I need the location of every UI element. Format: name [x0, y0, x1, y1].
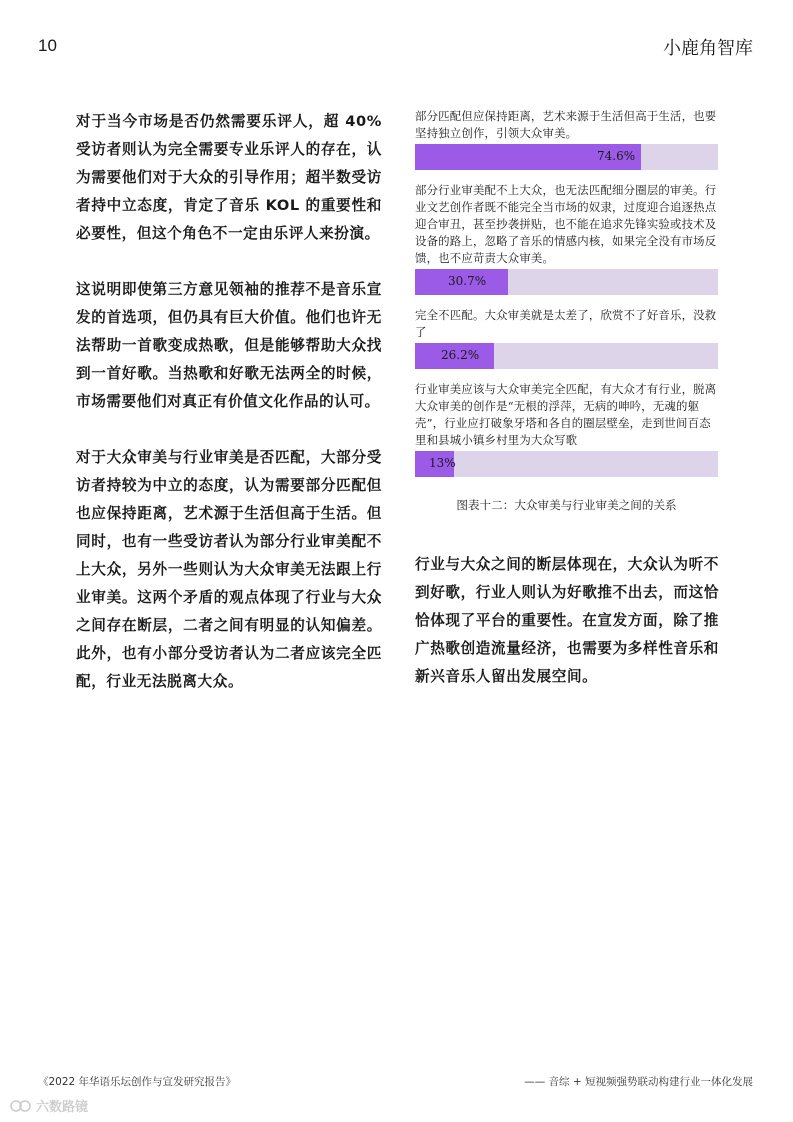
page-number: 10: [38, 36, 57, 55]
footer-report-title: 《2022 年华语乐坛创作与宣发研究报告》: [38, 1076, 237, 1088]
bar-chart: [415, 108, 718, 477]
bar-track: [415, 269, 718, 295]
watermark-logo-icon: [10, 1099, 32, 1113]
chart-caption: 图表十二：大众审美与行业审美之间的关系: [456, 498, 677, 512]
value-label: 74.6%: [597, 149, 636, 163]
footer-section-title: —— 音综 + 短视频强势联动构建行业一体化发展: [524, 1076, 753, 1088]
value-label: 26.2%: [441, 348, 480, 362]
bar-track: [415, 343, 718, 369]
category-label: 行业审美应该与大众审美完全匹配，有大众才有行业，脱离大众审美的创作是“无根的浮萍，无病的呻吟，无魂的躯壳”，行业应打破象牙塔和各自的圈层壁垒，走到世间百态里和县城小镇乡村里为大众写歌: [415, 382, 717, 447]
body-paragraph: 对于大众审美与行业审美是否匹配，大部分受访者持较为中立的态度，认为需要部分匹配但也应保持距离，艺术源于生活但高于生活。但同时，也有一些受访者认为部分行业审美配不上大众，另外一些则认为大众审美无法跟上行业审美。这两个矛盾的观点体现了行业与大众之间存在断层，二者之间有明显的认知偏差。此外，也有小部分受访者认为二者应该完全匹配，行业无法脱离大众。: [76, 449, 382, 690]
watermark: [10, 1096, 88, 1115]
chart-item: [415, 381, 718, 477]
brand-name: 小鹿角智库: [663, 38, 753, 59]
chart-item: [415, 182, 718, 295]
left-column: [76, 108, 382, 724]
value-label: 13%: [429, 456, 456, 470]
bar-track: [415, 451, 718, 477]
category-label: 部分匹配但应保持距离，艺术来源于生活但高于生活，也要坚持独立创作，引领大众审美。: [415, 109, 717, 140]
body-paragraph: 行业与大众之间的断层体现在，大众认为听不到好歌，行业人则认为好歌推不出去，而这恰恰体现了平台的重要性。在宣发方面，除了推广热歌创造流量经济，也需要为多样性音乐和新兴音乐人留出发展空间。: [415, 556, 719, 685]
body-paragraph: 对于当今市场是否仍然需要乐评人，超 40% 受访者则认为完全需要专业乐评人的存在，认为需要他们对于大众的引导作用；超半数受访者持中立态度，肯定了音乐 KOL 的重要性和必要性，但这个角色不一定由乐评人来扮演。: [76, 113, 382, 242]
bar-track: [415, 144, 718, 170]
category-label: 部分行业审美配不上大众，也无法匹配细分圈层的审美。行业文艺创作者既不能完全当市场的奴隶，过度迎合追逐热点迎合审丑，甚至抄袭拼贴，也不能在追求先锋实验或技术及设备的路上，忽略了音乐的情感内核，如果完全没有市场反馈，也不应苛责大众审美。: [415, 183, 717, 265]
value-label: 30.7%: [448, 274, 487, 288]
watermark-text: 六数路镜: [36, 1100, 89, 1115]
body-paragraph: 这说明即使第三方意见领袖的推荐不是音乐宣发的首选项，但仍具有巨大价值。他们也许无法帮助一首歌变成热歌，但是能够帮助大众找到一首好歌。当热歌和好歌无法两全的时候，市场需要他们对真正有价值文化作品的认可。: [76, 281, 382, 410]
chart-item: [415, 108, 718, 170]
category-label: 完全不匹配。大众审美就是太差了，欣赏不了好音乐，没救了: [415, 308, 717, 339]
chart-item: [415, 307, 718, 369]
right-column: [415, 108, 719, 691]
